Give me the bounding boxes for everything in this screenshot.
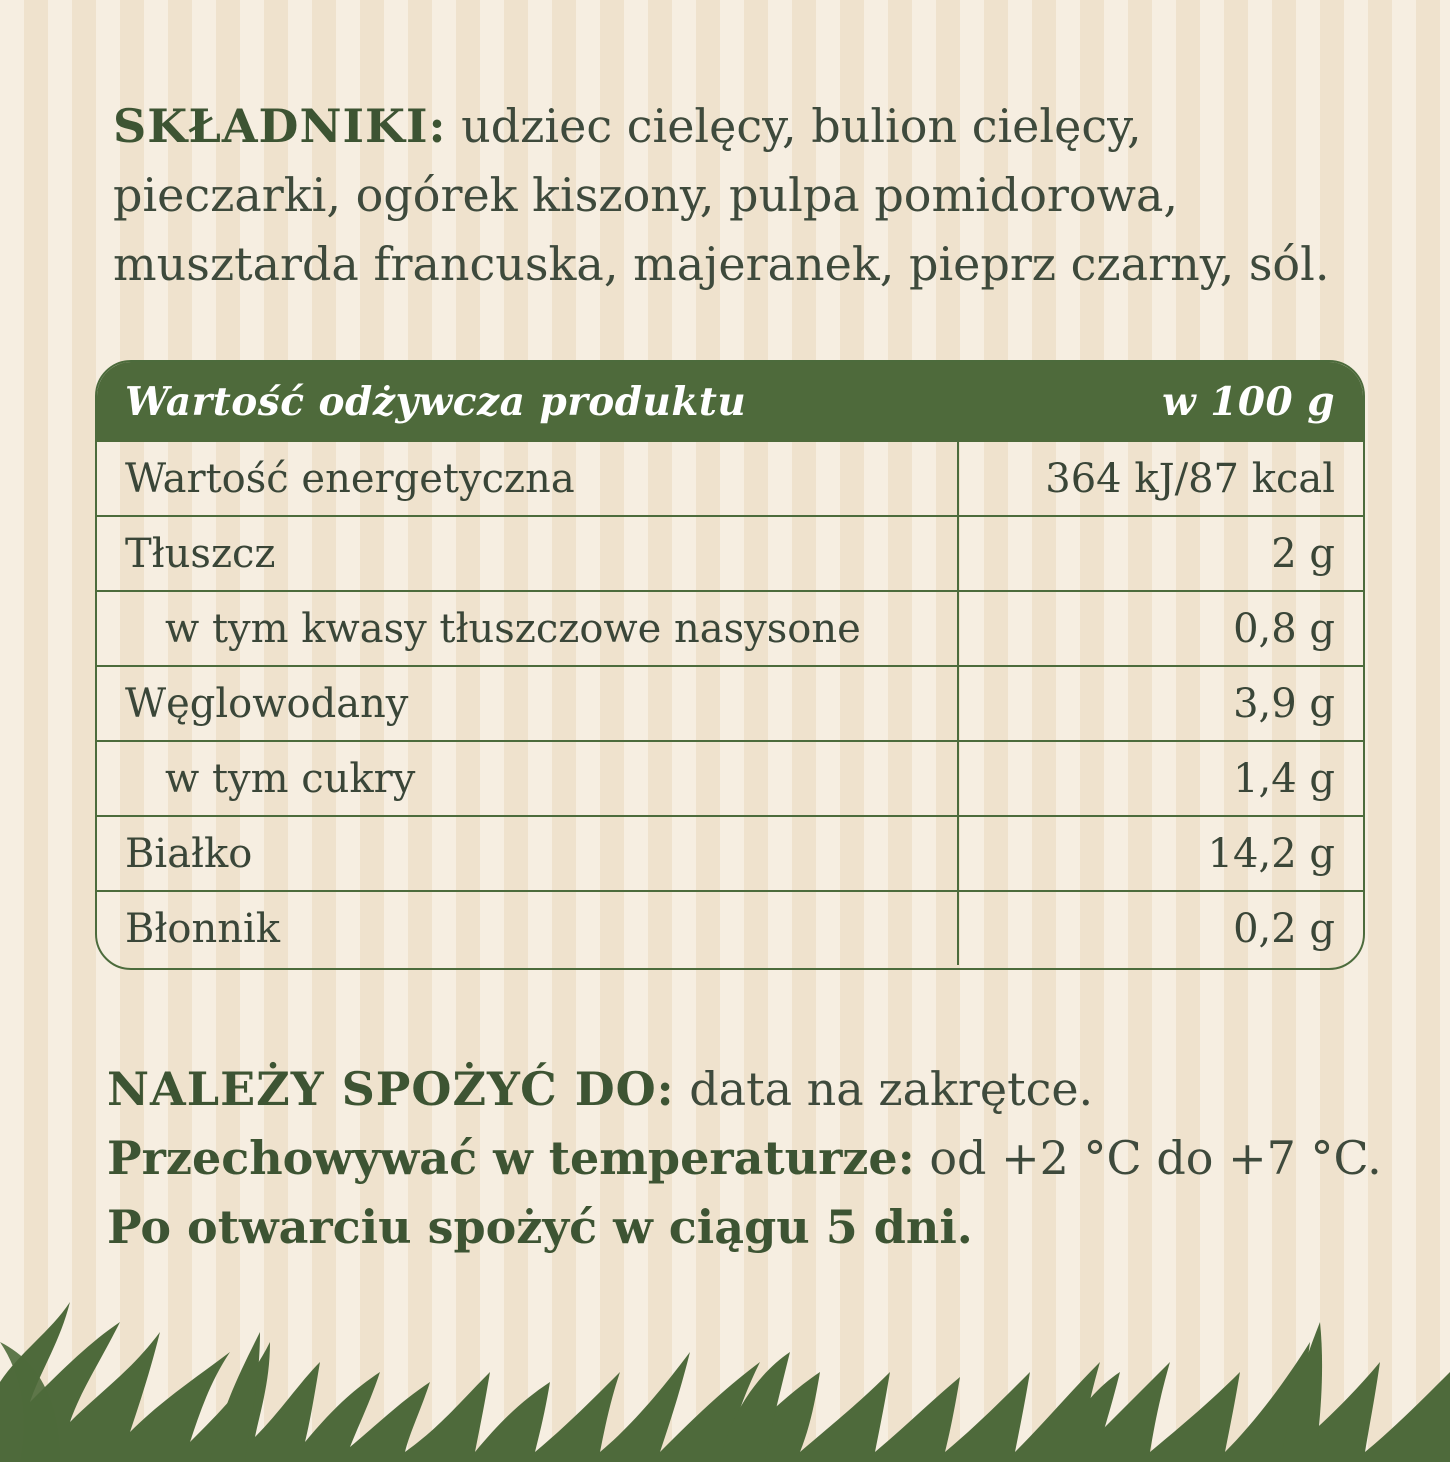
ingredients-text: udziec cielęcy, bulion cielęcy, pieczarki, ogórek kiszony, pulpa pomidorowa, musztarda francuska, majeranek, pieprz czarny, sól. bbox=[113, 99, 1330, 291]
table-row bbox=[97, 515, 1363, 590]
storage-section bbox=[107, 1055, 1417, 1262]
nutrient-label: w tym kwasy tłuszczowe nasysone bbox=[97, 592, 959, 665]
nutrient-value: 2 g bbox=[1271, 530, 1335, 577]
table-row bbox=[97, 890, 1363, 965]
nutrient-label: Błonnik bbox=[97, 892, 959, 965]
nutrient-value: 0,2 g bbox=[1233, 905, 1335, 952]
nutrition-header-label: Wartość odżywcza produktu bbox=[125, 379, 747, 425]
nutrient-value: 1,4 g bbox=[1233, 755, 1335, 802]
nutrient-label: w tym cukry bbox=[97, 742, 959, 815]
nutrition-rows bbox=[97, 442, 1363, 965]
after-opening-line: Po otwarciu spożyć w ciągu 5 dni. bbox=[107, 1200, 973, 1254]
nutrition-table bbox=[95, 360, 1365, 970]
nutrient-label: Białko bbox=[97, 817, 959, 890]
grass-decoration bbox=[0, 1262, 1450, 1462]
nutrient-label: Tłuszcz bbox=[97, 517, 959, 590]
temperature-value: od +2 °C do +7 °C. bbox=[929, 1131, 1382, 1185]
nutrition-header-unit: w 100 g bbox=[1162, 379, 1335, 425]
nutrient-value: 14,2 g bbox=[1207, 830, 1335, 877]
nutrition-table-header bbox=[97, 362, 1363, 442]
table-row bbox=[97, 665, 1363, 740]
nutrient-value: 364 kJ/87 kcal bbox=[1045, 455, 1335, 502]
table-row bbox=[97, 740, 1363, 815]
table-row bbox=[97, 590, 1363, 665]
nutrient-label: Wartość energetyczna bbox=[97, 442, 959, 515]
nutrient-value: 3,9 g bbox=[1233, 680, 1335, 727]
ingredients-section bbox=[113, 92, 1343, 299]
temperature-label: Przechowywać w temperaturze: bbox=[107, 1131, 915, 1185]
table-row bbox=[97, 815, 1363, 890]
best-before-heading: NALEŻY SPOŻYĆ DO: bbox=[107, 1062, 675, 1116]
table-row bbox=[97, 442, 1363, 515]
temperature-line bbox=[107, 1124, 1417, 1193]
best-before-text: data na zakrętce. bbox=[689, 1062, 1094, 1116]
nutrient-value: 0,8 g bbox=[1233, 605, 1335, 652]
best-before-line bbox=[107, 1055, 1417, 1124]
nutrient-label: Węglowodany bbox=[97, 667, 959, 740]
ingredients-heading: SKŁADNIKI: bbox=[113, 99, 447, 153]
